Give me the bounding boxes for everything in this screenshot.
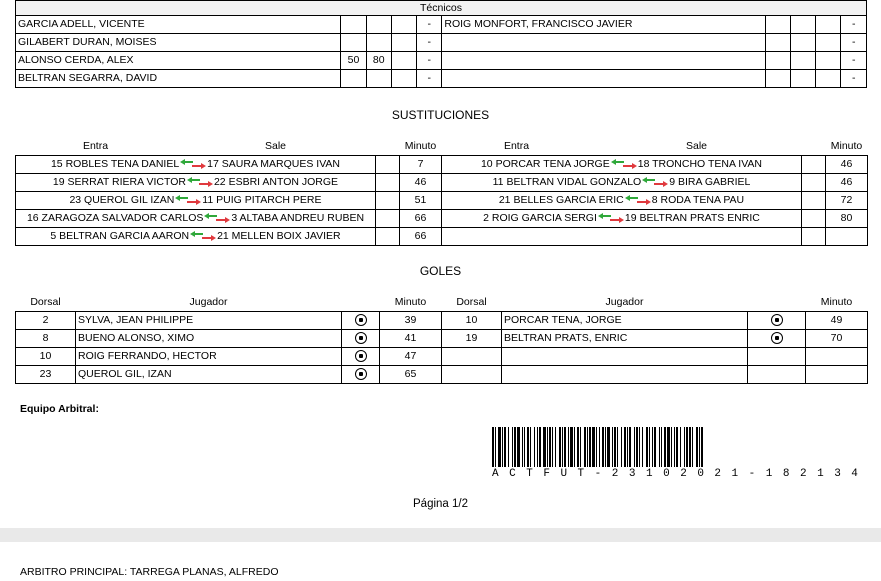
goles-title: GOLES: [419, 264, 462, 278]
barcode-char: 0: [663, 468, 670, 480]
gol-minuto: 70: [806, 330, 868, 348]
entra-player: 2 ROIG GARCIA SERGI: [483, 212, 597, 224]
barcode: [492, 427, 858, 480]
barcode-char: -: [594, 468, 602, 480]
gol-ball-cell: [748, 312, 806, 330]
sustitucion-row: [16, 156, 868, 174]
gol-dorsal: 10: [16, 348, 76, 366]
barcode-char: 8: [782, 468, 790, 480]
barcode-char: 4: [851, 468, 858, 480]
tecnicos-header: Técnicos: [16, 1, 867, 16]
goles-header-dorsal: Dorsal: [30, 296, 61, 308]
tecnicos-section: [15, 0, 867, 88]
sustitucion-spacer: [376, 210, 400, 228]
sustitucion-cell: [16, 228, 376, 246]
page-separator: [0, 528, 881, 542]
tecnico-value: [816, 52, 841, 70]
gol-minuto: 65: [380, 366, 442, 384]
sustitucion-row: [16, 192, 868, 210]
gol-dorsal: 8: [16, 330, 76, 348]
sust-header-sale-2: Sale: [685, 140, 707, 152]
tecnico-value: [816, 16, 841, 34]
sustituciones-title: SUSTITUCIONES: [391, 108, 490, 122]
sale-player: 11 PUIG PITARCH PERE: [202, 194, 322, 206]
barcode-char: U: [560, 468, 568, 480]
sustitucion-spacer: [802, 174, 826, 192]
barcode-bar: [703, 427, 705, 467]
sale-player: 8 RODA TENA PAU: [651, 194, 745, 206]
tecnicos-row: [16, 52, 867, 70]
tecnicos-row: [16, 34, 867, 52]
sale-player: 21 MELLEN BOIX JAVIER: [217, 230, 341, 242]
gol-row: [16, 366, 868, 384]
barcode-char: 1: [645, 468, 653, 480]
goles-section: [15, 294, 868, 384]
swap-arrow-icon: [642, 178, 668, 186]
tecnico-value: [341, 70, 366, 88]
barcode-char: 2: [680, 468, 687, 480]
gol-jugador: BELTRAN PRATS, ENRIC: [502, 330, 748, 348]
gol-jugador: SYLVA, JEAN PHILIPPE: [76, 312, 342, 330]
tecnico-value: [790, 34, 815, 52]
tecnico-dash: -: [417, 52, 442, 70]
tecnico-name: BELTRAN SEGARRA, DAVID: [16, 70, 341, 88]
sustitucion-minuto: 46: [826, 156, 868, 174]
swap-arrow-icon: [190, 232, 216, 240]
soccer-ball-icon: [355, 350, 367, 362]
tecnico-value: [341, 34, 366, 52]
soccer-ball-icon: [355, 314, 367, 326]
sustitucion-cell: [442, 192, 802, 210]
goles-header-minuto: Minuto: [394, 296, 427, 308]
tecnico-value: [816, 70, 841, 88]
barcode-char: T: [577, 468, 585, 480]
sustitucion-row: [16, 228, 868, 246]
sustitucion-minuto: 72: [826, 192, 868, 210]
sustitucion-cell: [442, 210, 802, 228]
tecnico-value: [391, 34, 416, 52]
sale-player: 9 BIRA GABRIEL: [669, 176, 751, 188]
sustitucion-spacer: [802, 156, 826, 174]
tecnico-value: [790, 52, 815, 70]
gol-ball-cell: [342, 348, 380, 366]
sustitucion-minuto: 51: [400, 192, 442, 210]
sustituciones-section: [15, 138, 868, 246]
tecnico-name: [442, 34, 765, 52]
tecnico-value: 80: [366, 52, 391, 70]
tecnico-value: [391, 52, 416, 70]
barcode-char: A: [492, 468, 499, 480]
sustitucion-spacer: [802, 228, 826, 246]
sustitucion-minuto: 46: [400, 174, 442, 192]
goles-header-jugador-2: Jugador: [605, 296, 644, 308]
goles-header-dorsal-2: Dorsal: [456, 296, 487, 308]
sustitucion-minuto: 7: [400, 156, 442, 174]
gol-jugador: QUEROL GIL, IZAN: [76, 366, 342, 384]
gol-ball-cell: [748, 330, 806, 348]
tecnico-value: [391, 70, 416, 88]
entra-player: 19 SERRAT RIERA VICTOR: [52, 176, 186, 188]
sustitucion-row: [16, 210, 868, 228]
soccer-ball-icon: [355, 368, 367, 380]
gol-dorsal: 2: [16, 312, 76, 330]
gol-dorsal: 10: [442, 312, 502, 330]
entra-player: 15 ROBLES TENA DANIEL: [50, 158, 180, 170]
sust-header-entra: Entra: [82, 140, 109, 152]
sustitucion-cell: [16, 174, 376, 192]
sustitucion-cell: [442, 174, 802, 192]
entra-player: 21 BELLES GARCIA ERIC: [498, 194, 624, 206]
tecnico-value: [765, 16, 790, 34]
tecnico-value: [391, 16, 416, 34]
barcode-char: F: [543, 468, 550, 480]
tecnico-value: [366, 16, 391, 34]
sale-player: 19 BELTRAN PRATS ENRIC: [624, 212, 760, 224]
gol-dorsal: 19: [442, 330, 502, 348]
gol-ball-cell: [748, 348, 806, 366]
barcode-char: 3: [628, 468, 636, 480]
arbitro-principal: ARBITRO PRINCIPAL: TARREGA PLANAS, ALFREDO: [20, 566, 279, 578]
barcode-char: 2: [611, 468, 619, 480]
sustitucion-spacer: [376, 156, 400, 174]
sustitucion-cell: [16, 210, 376, 228]
tecnico-name: ROIG MONFORT, FRANCISCO JAVIER: [442, 16, 765, 34]
tecnico-name: ALONSO CERDA, ALEX: [16, 52, 341, 70]
tecnico-value: [765, 70, 790, 88]
gol-row: [16, 348, 868, 366]
barcode-char: 1: [731, 468, 739, 480]
barcode-char: 1: [817, 468, 824, 480]
gol-minuto: [806, 366, 868, 384]
sale-player: 17 SAURA MARQUES IVAN: [207, 158, 341, 170]
entra-player: 16 ZARAGOZA SALVADOR CARLOS: [26, 212, 204, 224]
gol-minuto: [806, 348, 868, 366]
goles-header-minuto-2: Minuto: [820, 296, 853, 308]
sustitucion-minuto: 80: [826, 210, 868, 228]
gol-ball-cell: [342, 366, 380, 384]
gol-minuto: 47: [380, 348, 442, 366]
equipo-arbitral-label: Equipo Arbitral:: [20, 403, 99, 415]
entra-player: 11 BELTRAN VIDAL GONZALO: [492, 176, 642, 188]
sustitucion-spacer: [376, 192, 400, 210]
swap-arrow-icon: [598, 214, 624, 222]
sale-player: 22 ESBRI ANTON JORGE: [213, 176, 339, 188]
sustituciones-table: [15, 138, 868, 246]
gol-jugador: [502, 366, 748, 384]
barcode-char: -: [748, 468, 756, 480]
entra-player: 5 BELTRAN GARCIA AARON: [50, 230, 190, 242]
soccer-ball-icon: [355, 332, 367, 344]
sust-header-sale: Sale: [264, 140, 286, 152]
gol-row: [16, 312, 868, 330]
soccer-ball-icon: [771, 314, 783, 326]
tecnico-name: [442, 52, 765, 70]
sust-header-entra-2: Entra: [503, 140, 530, 152]
tecnico-value: [790, 16, 815, 34]
sustitucion-minuto: 66: [400, 228, 442, 246]
sale-player: 3 ALTABA ANDREU RUBEN: [231, 212, 365, 224]
tecnico-value: [790, 70, 815, 88]
barcode-char: 1: [765, 468, 773, 480]
sustitucion-spacer: [376, 174, 400, 192]
gol-jugador: PORCAR TENA, JORGE: [502, 312, 748, 330]
sustitucion-row: [16, 174, 868, 192]
tecnico-name: GILABERT DURAN, MOISES: [16, 34, 341, 52]
tecnico-dash: -: [417, 70, 442, 88]
gol-dorsal: [442, 366, 502, 384]
sustitucion-cell: [16, 156, 376, 174]
page-number: Página 1/2: [413, 498, 468, 510]
gol-row: [16, 330, 868, 348]
tecnico-value: [366, 70, 391, 88]
barcode-char: 0: [697, 468, 704, 480]
tecnico-value: [765, 52, 790, 70]
entra-player: 10 PORCAR TENA JORGE: [480, 158, 610, 170]
gol-ball-cell: [342, 330, 380, 348]
tecnico-value: [366, 34, 391, 52]
tecnico-value: [341, 16, 366, 34]
swap-arrow-icon: [175, 196, 201, 204]
gol-minuto: 49: [806, 312, 868, 330]
sustitucion-minuto: [826, 228, 868, 246]
tecnicos-row: [16, 70, 867, 88]
barcode-bars: [492, 427, 858, 467]
swap-arrow-icon: [625, 196, 651, 204]
gol-jugador: [502, 348, 748, 366]
barcode-char: 2: [714, 468, 722, 480]
tecnico-name: [442, 70, 765, 88]
goles-table: [15, 294, 868, 384]
gol-ball-cell: [342, 312, 380, 330]
tecnico-value: 50: [341, 52, 366, 70]
barcode-char: 2: [799, 468, 807, 480]
soccer-ball-icon: [771, 332, 783, 344]
gol-dorsal: 23: [16, 366, 76, 384]
sale-player: 18 TRONCHO TENA IVAN: [637, 158, 763, 170]
goles-header-jugador: Jugador: [189, 296, 228, 308]
tecnico-value: [765, 34, 790, 52]
gol-minuto: 39: [380, 312, 442, 330]
sustitucion-spacer: [802, 210, 826, 228]
sust-header-minuto-2: Minuto: [830, 140, 863, 152]
entra-player: 23 QUEROL GIL IZAN: [69, 194, 175, 206]
barcode-char: T: [526, 468, 533, 480]
swap-arrow-icon: [180, 160, 206, 168]
tecnico-dash: -: [417, 34, 442, 52]
tecnicos-row: [16, 16, 867, 34]
tecnico-dash: -: [841, 34, 867, 52]
sustitucion-minuto: 66: [400, 210, 442, 228]
tecnicos-table: [15, 0, 867, 88]
gol-ball-cell: [748, 366, 806, 384]
barcode-char: C: [509, 468, 516, 480]
swap-arrow-icon: [187, 178, 213, 186]
tecnico-name: GARCIA ADELL, VICENTE: [16, 16, 341, 34]
sustitucion-cell: [442, 156, 802, 174]
sustitucion-spacer: [802, 192, 826, 210]
swap-arrow-icon: [611, 160, 637, 168]
gol-jugador: ROIG FERRANDO, HECTOR: [76, 348, 342, 366]
sust-header-minuto: Minuto: [404, 140, 437, 152]
gol-dorsal: [442, 348, 502, 366]
sustitucion-spacer: [376, 228, 400, 246]
swap-arrow-icon: [204, 214, 230, 222]
sustitucion-cell: [442, 228, 802, 246]
tecnico-dash: -: [841, 16, 867, 34]
gol-minuto: 41: [380, 330, 442, 348]
tecnico-dash: -: [417, 16, 442, 34]
barcode-text: [492, 468, 858, 480]
tecnico-dash: -: [841, 70, 867, 88]
tecnico-dash: -: [841, 52, 867, 70]
tecnico-value: [816, 34, 841, 52]
gol-jugador: BUENO ALONSO, XIMO: [76, 330, 342, 348]
sustitucion-cell: [16, 192, 376, 210]
barcode-char: 3: [834, 468, 841, 480]
sustitucion-minuto: 46: [826, 174, 868, 192]
